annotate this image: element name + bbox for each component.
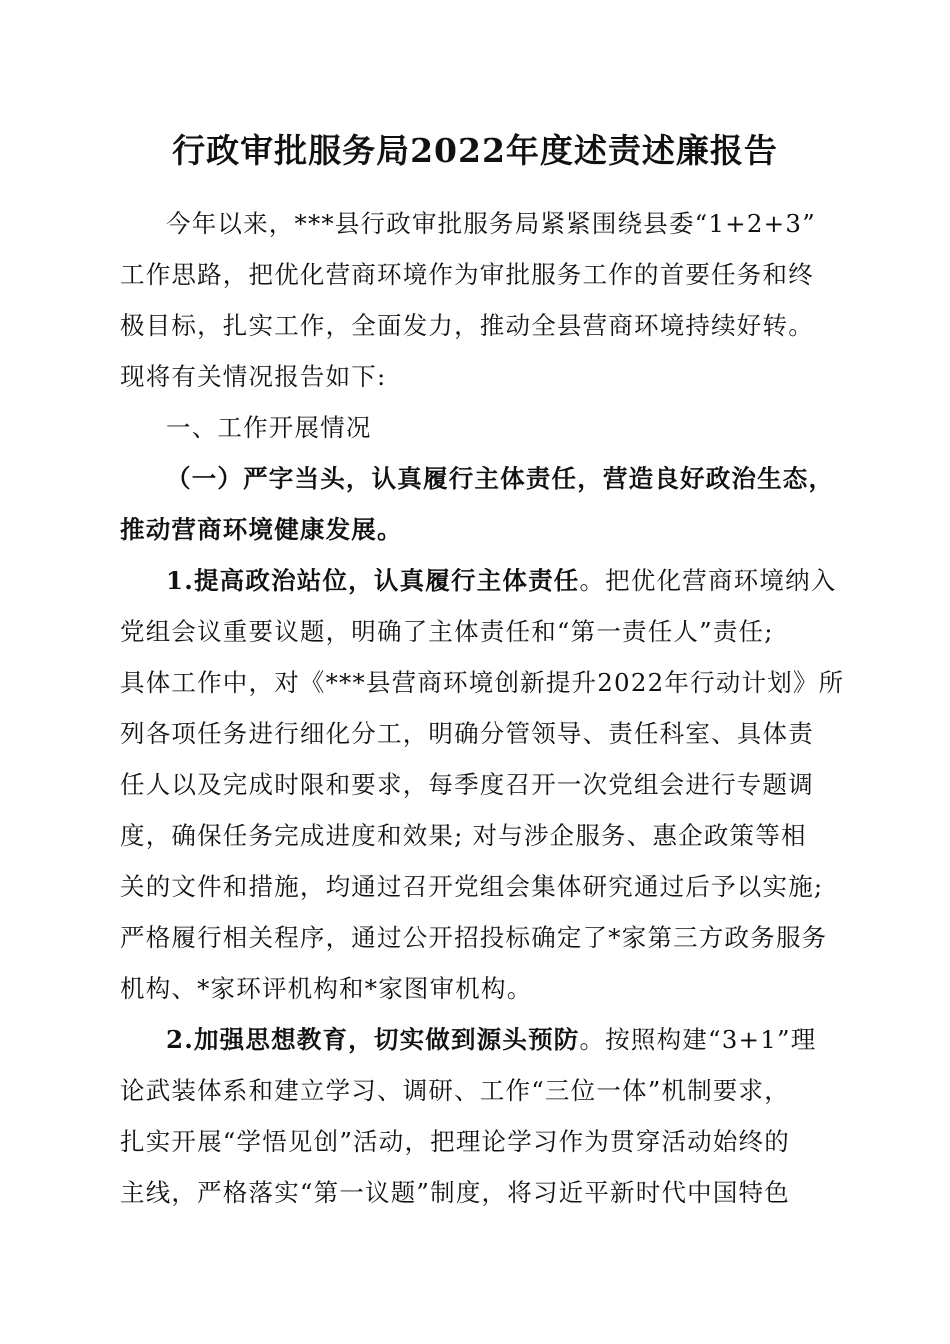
paragraph-line: 扎实开展“学悟见创”活动，把理论学习作为贯穿活动始终的 [120, 1127, 790, 1156]
paragraph-line: 党组会议重要议题，明确了主体责任和“第一责任人”责任; [120, 617, 774, 646]
item-heading: 1.提高政治站位，认真履行主体责任 [166, 566, 580, 595]
paragraph-line: 论武装体系和建立学习、调研、工作“三位一体”机制要求， [120, 1076, 790, 1105]
paragraph-line: 关的文件和措施，均通过召开党组会集体研究通过后予以实施; [120, 872, 824, 901]
item-text: 。按照构建“3+1”理 [579, 1025, 817, 1054]
paragraph-line: 现将有关情况报告如下: [120, 362, 387, 391]
paragraph-line: 机构、*家环评机构和*家图审机构。 [120, 974, 533, 1003]
subsection-heading: 推动营商环境健康发展。 [120, 515, 403, 544]
paragraph-line: 主线，严格落实“第一议题”制度，将习近平新时代中国特色 [120, 1178, 790, 1207]
paragraph-line: 列各项任务进行细化分工，明确分管领导、责任科室、具体责 [120, 719, 814, 748]
item-text: 。把优化营商环境纳入 [579, 566, 837, 595]
subsection-heading: （一）严字当头，认真履行主体责任，营造良好政治生态， [166, 464, 835, 493]
paragraph-line: 工作思路，把优化营商环境作为审批服务工作的首要任务和终 [120, 260, 814, 289]
paragraph-line: 极目标，扎实工作，全面发力，推动全县营商环境持续好转。 [120, 311, 814, 340]
paragraph-line: 任人以及完成时限和要求，每季度召开一次党组会进行专题调 [120, 770, 814, 799]
paragraph-line [166, 564, 836, 598]
paragraph-line: 严格履行相关程序，通过公开招投标确定了*家第三方政务服务 [120, 923, 828, 952]
document-title: 行政审批服务局2022年度述责述廉报告 [172, 131, 778, 170]
item-heading: 2.加强思想教育，切实做到源头预防 [166, 1025, 580, 1054]
paragraph-line: 具体工作中，对《***县营商环境创新提升2022年行动计划》所 [120, 668, 845, 697]
paragraph-line: 今年以来，***县行政审批服务局紧紧围绕县委“1+2+3” [166, 209, 816, 238]
section-heading: 一、工作开展情况 [166, 413, 372, 442]
paragraph-line [166, 1023, 816, 1057]
paragraph-line: 度，确保任务完成进度和效果; 对与涉企服务、惠企政策等相 [120, 821, 807, 850]
